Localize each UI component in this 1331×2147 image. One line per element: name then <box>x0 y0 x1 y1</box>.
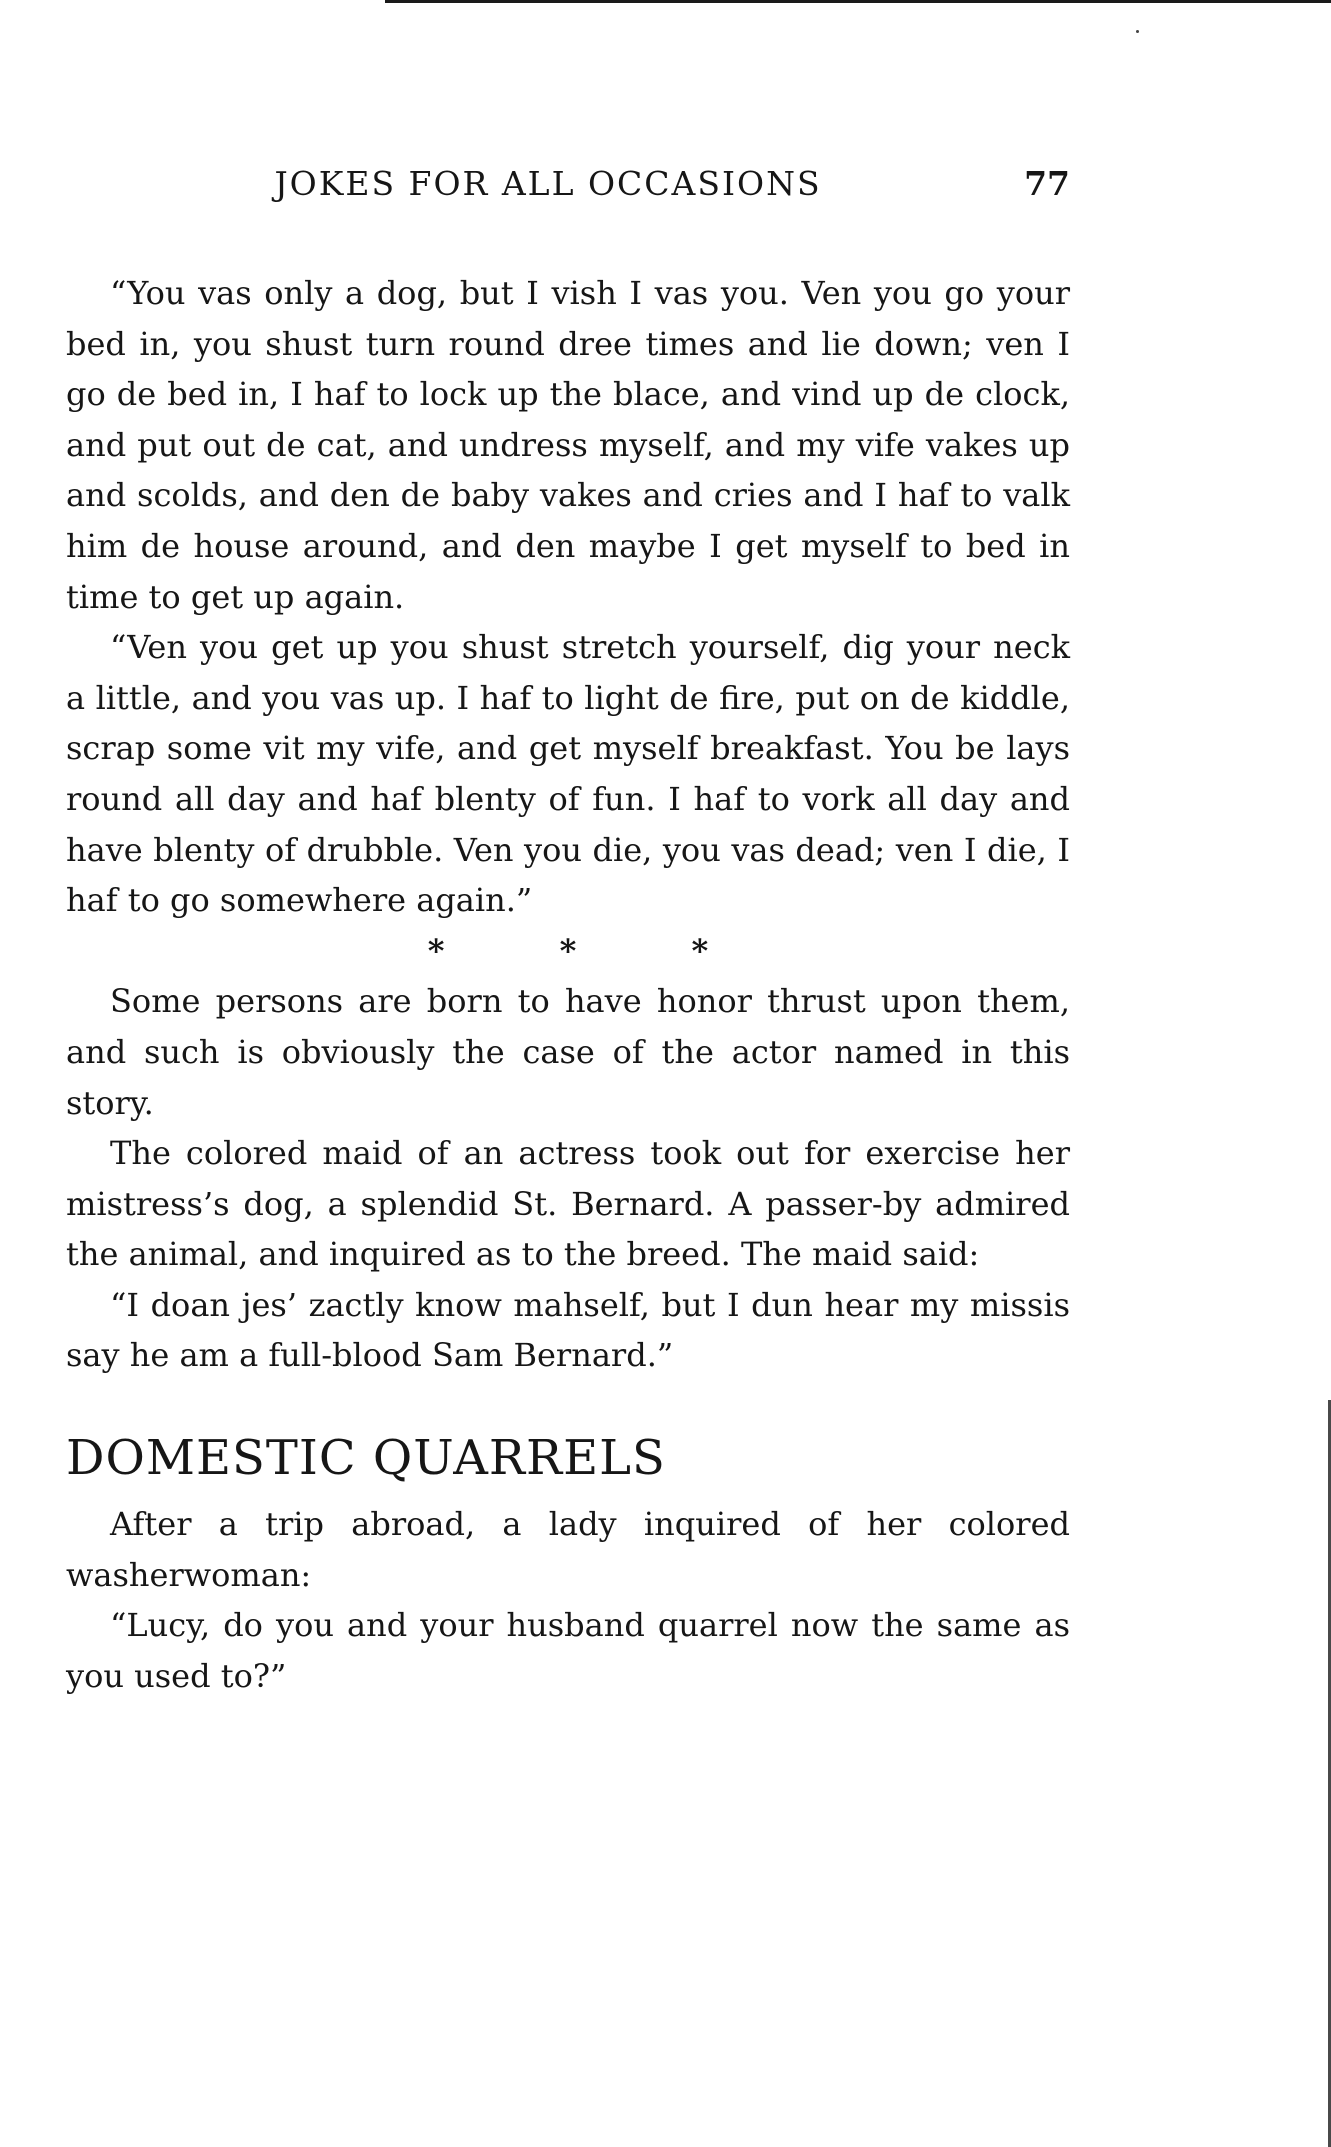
scan-speck <box>1136 30 1139 33</box>
paragraph-trip-abroad: After a trip abroad, a lady inquired of her colored washerwoman: <box>66 1505 1070 1594</box>
section-break-asterisks: * * * <box>427 931 761 970</box>
paragraph-lucy-question: “Lucy, do you and your husband quarrel now the same as you used to?” <box>66 1606 1070 1695</box>
paragraph-sam-bernard: “I doan jes’ zactly know mahself, but I dun hear my missis say he am a full-blood Sam Bernard.” <box>66 1285 1070 1375</box>
paragraph-dog-speech-1: “You vas only a dog, but I vish I vas you. Ven you go your bed in, you shust turn round dree times and lie down; ven I go de bed in, I haf to lock up the blace, and vind up de clock, and put out de cat, and undress myself, and my vife vakes up and scolds, and den de baby vakes and cries and I haf to valk him de house around, and den maybe I get myself to bed in time to get up again. <box>66 274 1070 616</box>
section-heading: DOMESTIC QUARRELS <box>66 1430 666 1487</box>
page-body <box>66 268 1070 1701</box>
top-edge-rule <box>385 0 1331 3</box>
paragraph-colored-maid: The colored maid of an actress took out for exercise her mistress’s dog, a splendid St. Bernard. A passer-by admired the animal, and inquired as to the breed. The maid said: <box>66 1134 1070 1274</box>
running-header <box>66 164 1070 210</box>
paragraph-dog-speech-2: “Ven you get up you shust stretch yourself, dig your neck a little, and you vas up. I haf to light de fire, put on de kiddle, scrap some vit my vife, and get myself breakfast. You be lays round all day and haf blenty of fun. I haf to vork all day and have blenty of drubble. Ven you die, you vas dead; ven I die, I haf to go somewhere again.” <box>66 628 1070 920</box>
paragraph-honor-thrust: Some persons are born to have honor thrust upon them, and such is obviously the case of the actor named in this story. <box>66 982 1070 1122</box>
running-title: JOKES FOR ALL OCCASIONS <box>274 164 822 203</box>
page-number: 77 <box>1024 164 1070 203</box>
